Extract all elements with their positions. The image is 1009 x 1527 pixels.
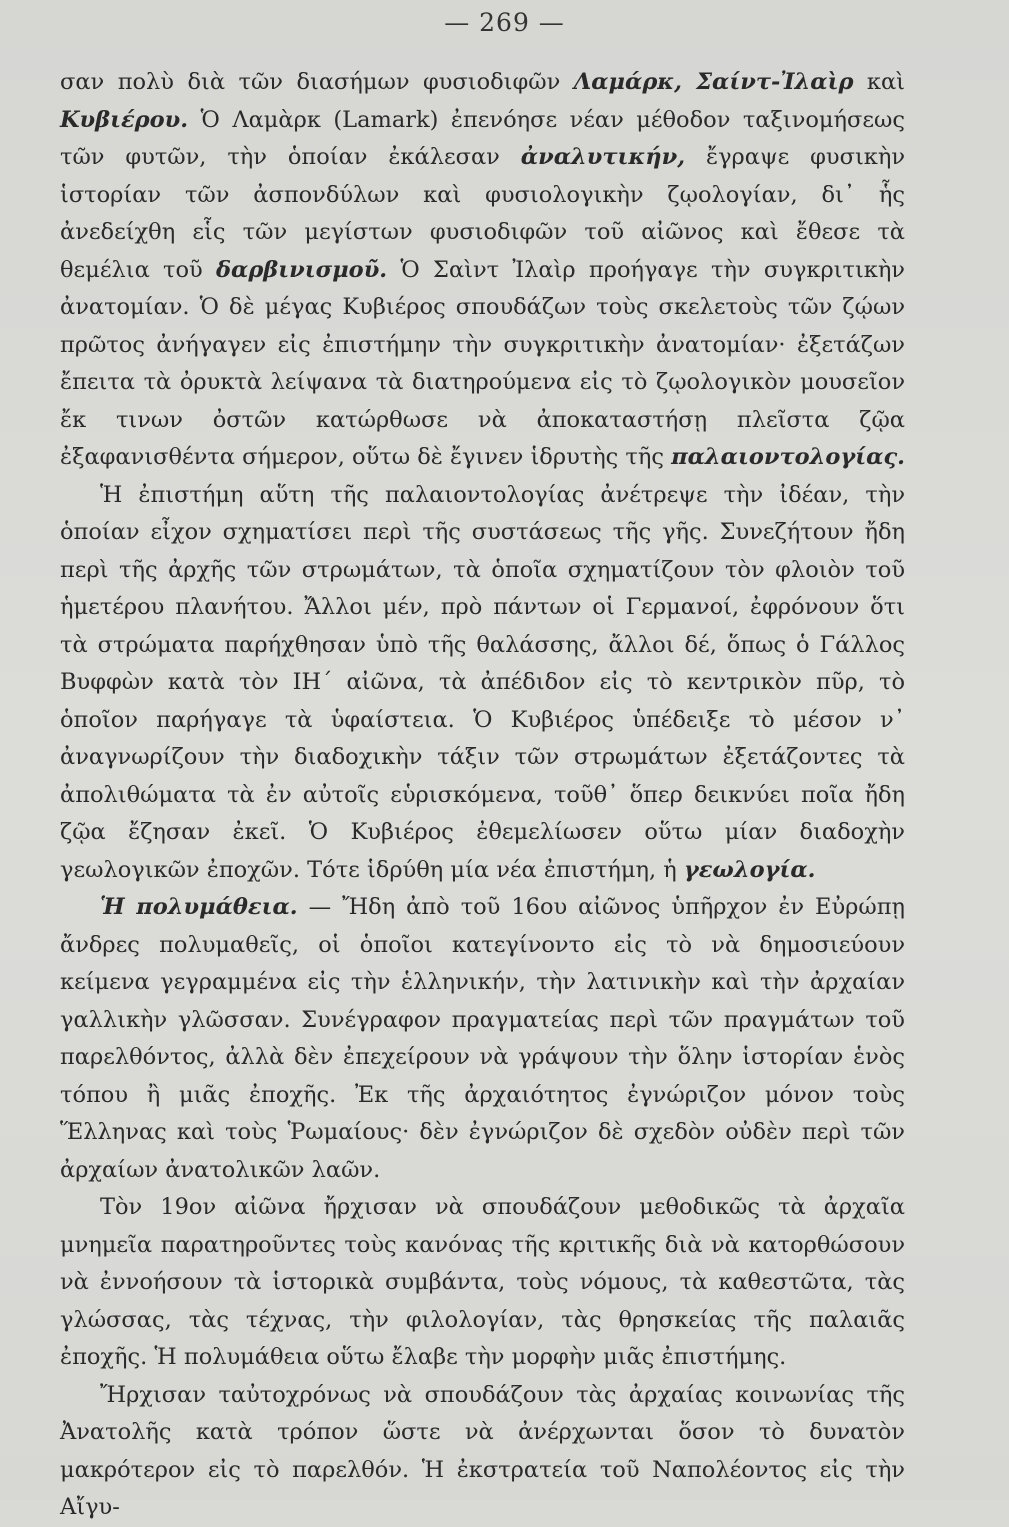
paragraph [60, 477, 905, 890]
text-run: Ἡ ἐπιστήμη αὕτη τῆς παλαιοντολογίας ἀνέτρεψε τὴν ἰδέαν, τὴν ὁποίαν εἶχον σχηματίσει περὶ τῆς συστάσεως τῆς γῆς. Συνεζήτουν ἤδη περὶ τῆς ἀρχῆς τῶν στρωμάτων, τὰ ὁποῖα σχηματίζουν τὸν φλοιὸν τοῦ ἡμετέρου πλανήτου. Ἄλλοι μέν, πρὸ πάντων οἱ Γερμανοί, ἐφρόνουν ὅτι τὰ στρώματα παρήχθησαν ὑπὸ τῆς θαλάσσης, ἄλλοι δέ, ὅπως ὁ Γάλλος Βυφφὼν κατὰ τὸν ΙΗ´ αἰῶνα, τὰ ἀπέδιδον εἰς τὸ κεντρικὸν πῦρ, τὸ ὁποῖον παρήγαγε τὰ ὑφαίστεια. Ὁ Κυβιέρος ὑπέδειξε τὸ μέσον ν᾽ ἀναγνωρίζουν τὴν διαδοχικὴν τάξιν τῶν στρωμάτων ἐξετάζοντες τὰ ἀπολιθώματα τὰ ἐν αὐτοῖς εὑρισκόμενα, τοῦθ᾽ ὅπερ δεικνύει ποῖα ἤδη ζῷα ἔζησαν ἐκεῖ. Ὁ Κυβιέρος ἐθεμελίωσεν οὕτω μίαν διαδοχὴν γεωλογικῶν ἐποχῶν. Τότε ἱδρύθη μία νέα ἐπιστήμη, ἡ [60, 481, 905, 883]
paragraph [60, 1377, 905, 1527]
section-heading: Ἡ πολυμάθεια. [100, 894, 298, 920]
emphasized-text: γεωλογία. [683, 856, 816, 883]
emphasized-text: Λαμάρκ, Σαίντ-Ἰλαὶρ [573, 69, 854, 95]
emphasized-text: ἀναλυτικήν, [520, 144, 686, 170]
paragraph [60, 1189, 905, 1377]
body-text [60, 64, 905, 1527]
text-run: Ὁ Σαὶντ Ἰλαὶρ προήγαγε τὴν συγκριτικὴν ἀνατομίαν. Ὁ δὲ μέγας Κυβιέρος σπουδάζων τοὺς σκελετοὺς τῶν ζῴων πρῶτος ἀνήγαγεν εἰς ἐπιστήμην τὴν συγκριτικὴν ἀνατομίαν· ἐξετάζων ἔπειτα τὰ ὀρυκτὰ λείψανα τὰ διατηρούμενα εἰς τὸ ζῳολογικὸν μουσεῖον ἔκ τινων ὀστῶν κατώρθωσε νὰ ἀποκαταστήσῃ πλεῖστα ζῷα ἐξαφανισθέντα σήμερον, οὕτω δὲ ἔγινεν ἱδρυτὴς τῆς [60, 256, 905, 470]
text-run: σαν πολὺ διὰ τῶν διασήμων φυσιοδιφῶν [60, 69, 574, 95]
text-run: καὶ [853, 69, 905, 95]
text-run: — Ἤδη ἀπὸ τοῦ 16ου αἰῶνος ὑπῆρχον ἐν Εὐρώπῃ ἄνδρες πολυμαθεῖς, οἱ ὁποῖοι κατεγίνοντο εἰς τὸ νὰ δημοσιεύουν κείμενα γεγραμμένα εἰς τὴν ἑλληνικήν, τὴν λατινικὴν καὶ τὴν ἀρχαίαν γαλλικὴν γλῶσσαν. Συνέγραφον πραγματείας περὶ τῶν πραγμάτων τοῦ παρελθόντος, ἀλλὰ δὲν ἐπεχείρουν νὰ γράψουν τὴν ὅλην ἱστορίαν ἑνὸς τόπου ἢ μιᾶς ἐποχῆς. Ἐκ τῆς ἀρχαιότητος ἐγνώριζον μόνον τοὺς Ἕλληνας καὶ τοὺς Ῥωμαίους· δὲν ἐγνώριζον δὲ σχεδὸν οὐδὲν περὶ τῶν ἀρχαίων ἀνατολικῶν λαῶν. [60, 894, 906, 1183]
text-run: Ἤρχισαν ταὐτοχρόνως νὰ σπουδάζουν τὰς ἀρχαίας κοινωνίας τῆς Ἀνατολῆς κατὰ τρόπον ὥστε νὰ ἀνέρχωνται ὅσον τὸ δυνατὸν μακρότερον εἰς τὸ παρελθόν. Ἡ ἐκστρατεία τοῦ Ναπολέοντος εἰς τὴν Αἴγυ- [60, 1381, 905, 1520]
page-number: — 269 — [444, 8, 565, 37]
text-run: Τὸν 19ον αἰῶνα ἤρχισαν νὰ σπουδάζουν μεθοδικῶς τὰ ἀρχαῖα μνημεῖα παρατηροῦντες τοὺς κανόνας τῆς κριτικῆς διὰ νὰ κατορθώσουν νὰ ἐννοήσουν τὰ ἱστορικὰ συμβάντα, τοὺς νόμους, τὰ καθεστῶτα, τὰς γλώσσας, τὰς τέχνας, τὴν φιλολογίαν, τὰς θρησκείας τῆς παλαιᾶς ἐποχῆς. Ἡ πολυμάθεια οὕτω ἔλαβε τὴν μορφὴν μιᾶς ἐπιστήμης. [60, 1194, 905, 1370]
emphasized-text: Κυβιέρου. [60, 106, 189, 133]
text-run: Ὁ Λαμὰρκ (Lamark) ἐπενόησε νέαν μέθοδον ταξινομήσεως τῶν φυτῶν, τὴν ὁποίαν ἐκάλεσαν [60, 106, 905, 170]
paragraph [60, 889, 905, 1189]
text-run: ἔγραψε φυσικὴν ἱστορίαν τῶν ἀσπονδύλων καὶ φυσιολογικὴν ζῳολογίαν, δι᾽ ἧς ἀνεδείχθη εἷς τῶν μεγίστων φυσιοδιφῶν τοῦ αἰῶνος καὶ ἔθεσε τὰ θεμέλια τοῦ [60, 144, 905, 283]
emphasized-text: δαρβινισμοῦ. [216, 256, 388, 283]
paragraph [60, 64, 905, 477]
emphasized-text: παλαιοντολογίας. [671, 444, 906, 470]
